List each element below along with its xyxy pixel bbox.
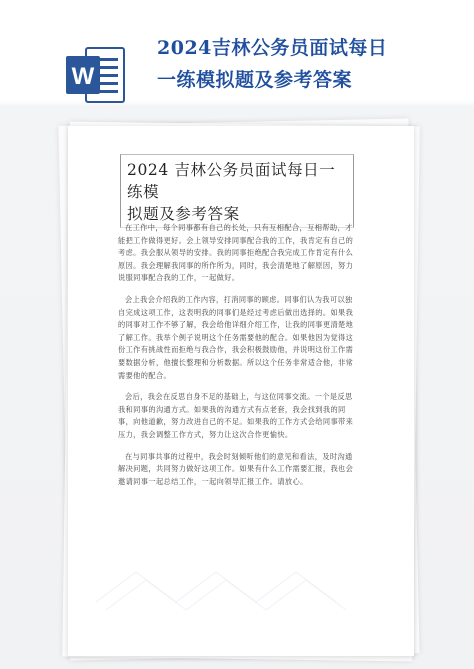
document-title-line-2: 拟题及参考答案: [127, 205, 240, 223]
paragraph-2: 会上我会介绍我的工作内容，打消同事的顾虑。同事们认为我可以独自完成这项工作，这表明我的同事们是经过考虑后做出选择的。如果我的同事对工作不够了解，我会给他详细介绍工作，让我的同事更清楚地了解工作。我举个例子说明这个任务需要他的配合。如果他因为觉得这份工作有挑战性而拒绝与我合作，我会积极鼓励他，并说明这份工作需要数据分析，他擅长整理和分析数据。所以这个任务非常适合他，非常需要他的配合。: [118, 294, 354, 380]
page-title-line-1: 2024吉林公务员面试每日: [157, 37, 388, 59]
document-title: [120, 154, 354, 228]
paragraph-1: 在工作中，每个同事都有自己的长处，只有互相配合，互相帮助，才能把工作做得更好。会上领导安排同事配合我的工作，我肯定有自己的考虑。我会服从领导的安排。我的同事拒绝配合我完成工作肯定有什么原因。我会理解我同事的所作所为，同时，我会清楚地了解原因，努力说服同事配合我的工作，一起做好。: [118, 223, 354, 283]
page-title-line-2: 一练模拟题及参考答案: [157, 69, 353, 91]
document-body: [118, 222, 358, 497]
svg-text:W: W: [71, 63, 95, 90]
document-title-line-1: 2024 吉林公务员面试每日一练模: [127, 161, 336, 201]
paragraph-3: 会后，我会在反思自身不足的基础上，与这位同事交流。一个是反思我和同事的沟通方式。如果我的沟通方式有点老套，我会找到我的同事，向他道歉，努力改进自己的不足。如果我的工作方式会给同事带来压力，我会调整工作方式，努力让这次合作更愉快。: [118, 392, 354, 439]
page-title: [157, 32, 457, 96]
word-document-icon: [64, 44, 128, 106]
document-page: [68, 126, 414, 656]
paragraph-4: 在与同事共事的过程中，我会时刻倾听他们的意见和看法，及时沟通解决问题，共同努力做好这项工作。如果有什么工作需要汇报，我也会邀请同事一起总结工作，一起向领导汇报工作。请放心。: [118, 451, 354, 486]
